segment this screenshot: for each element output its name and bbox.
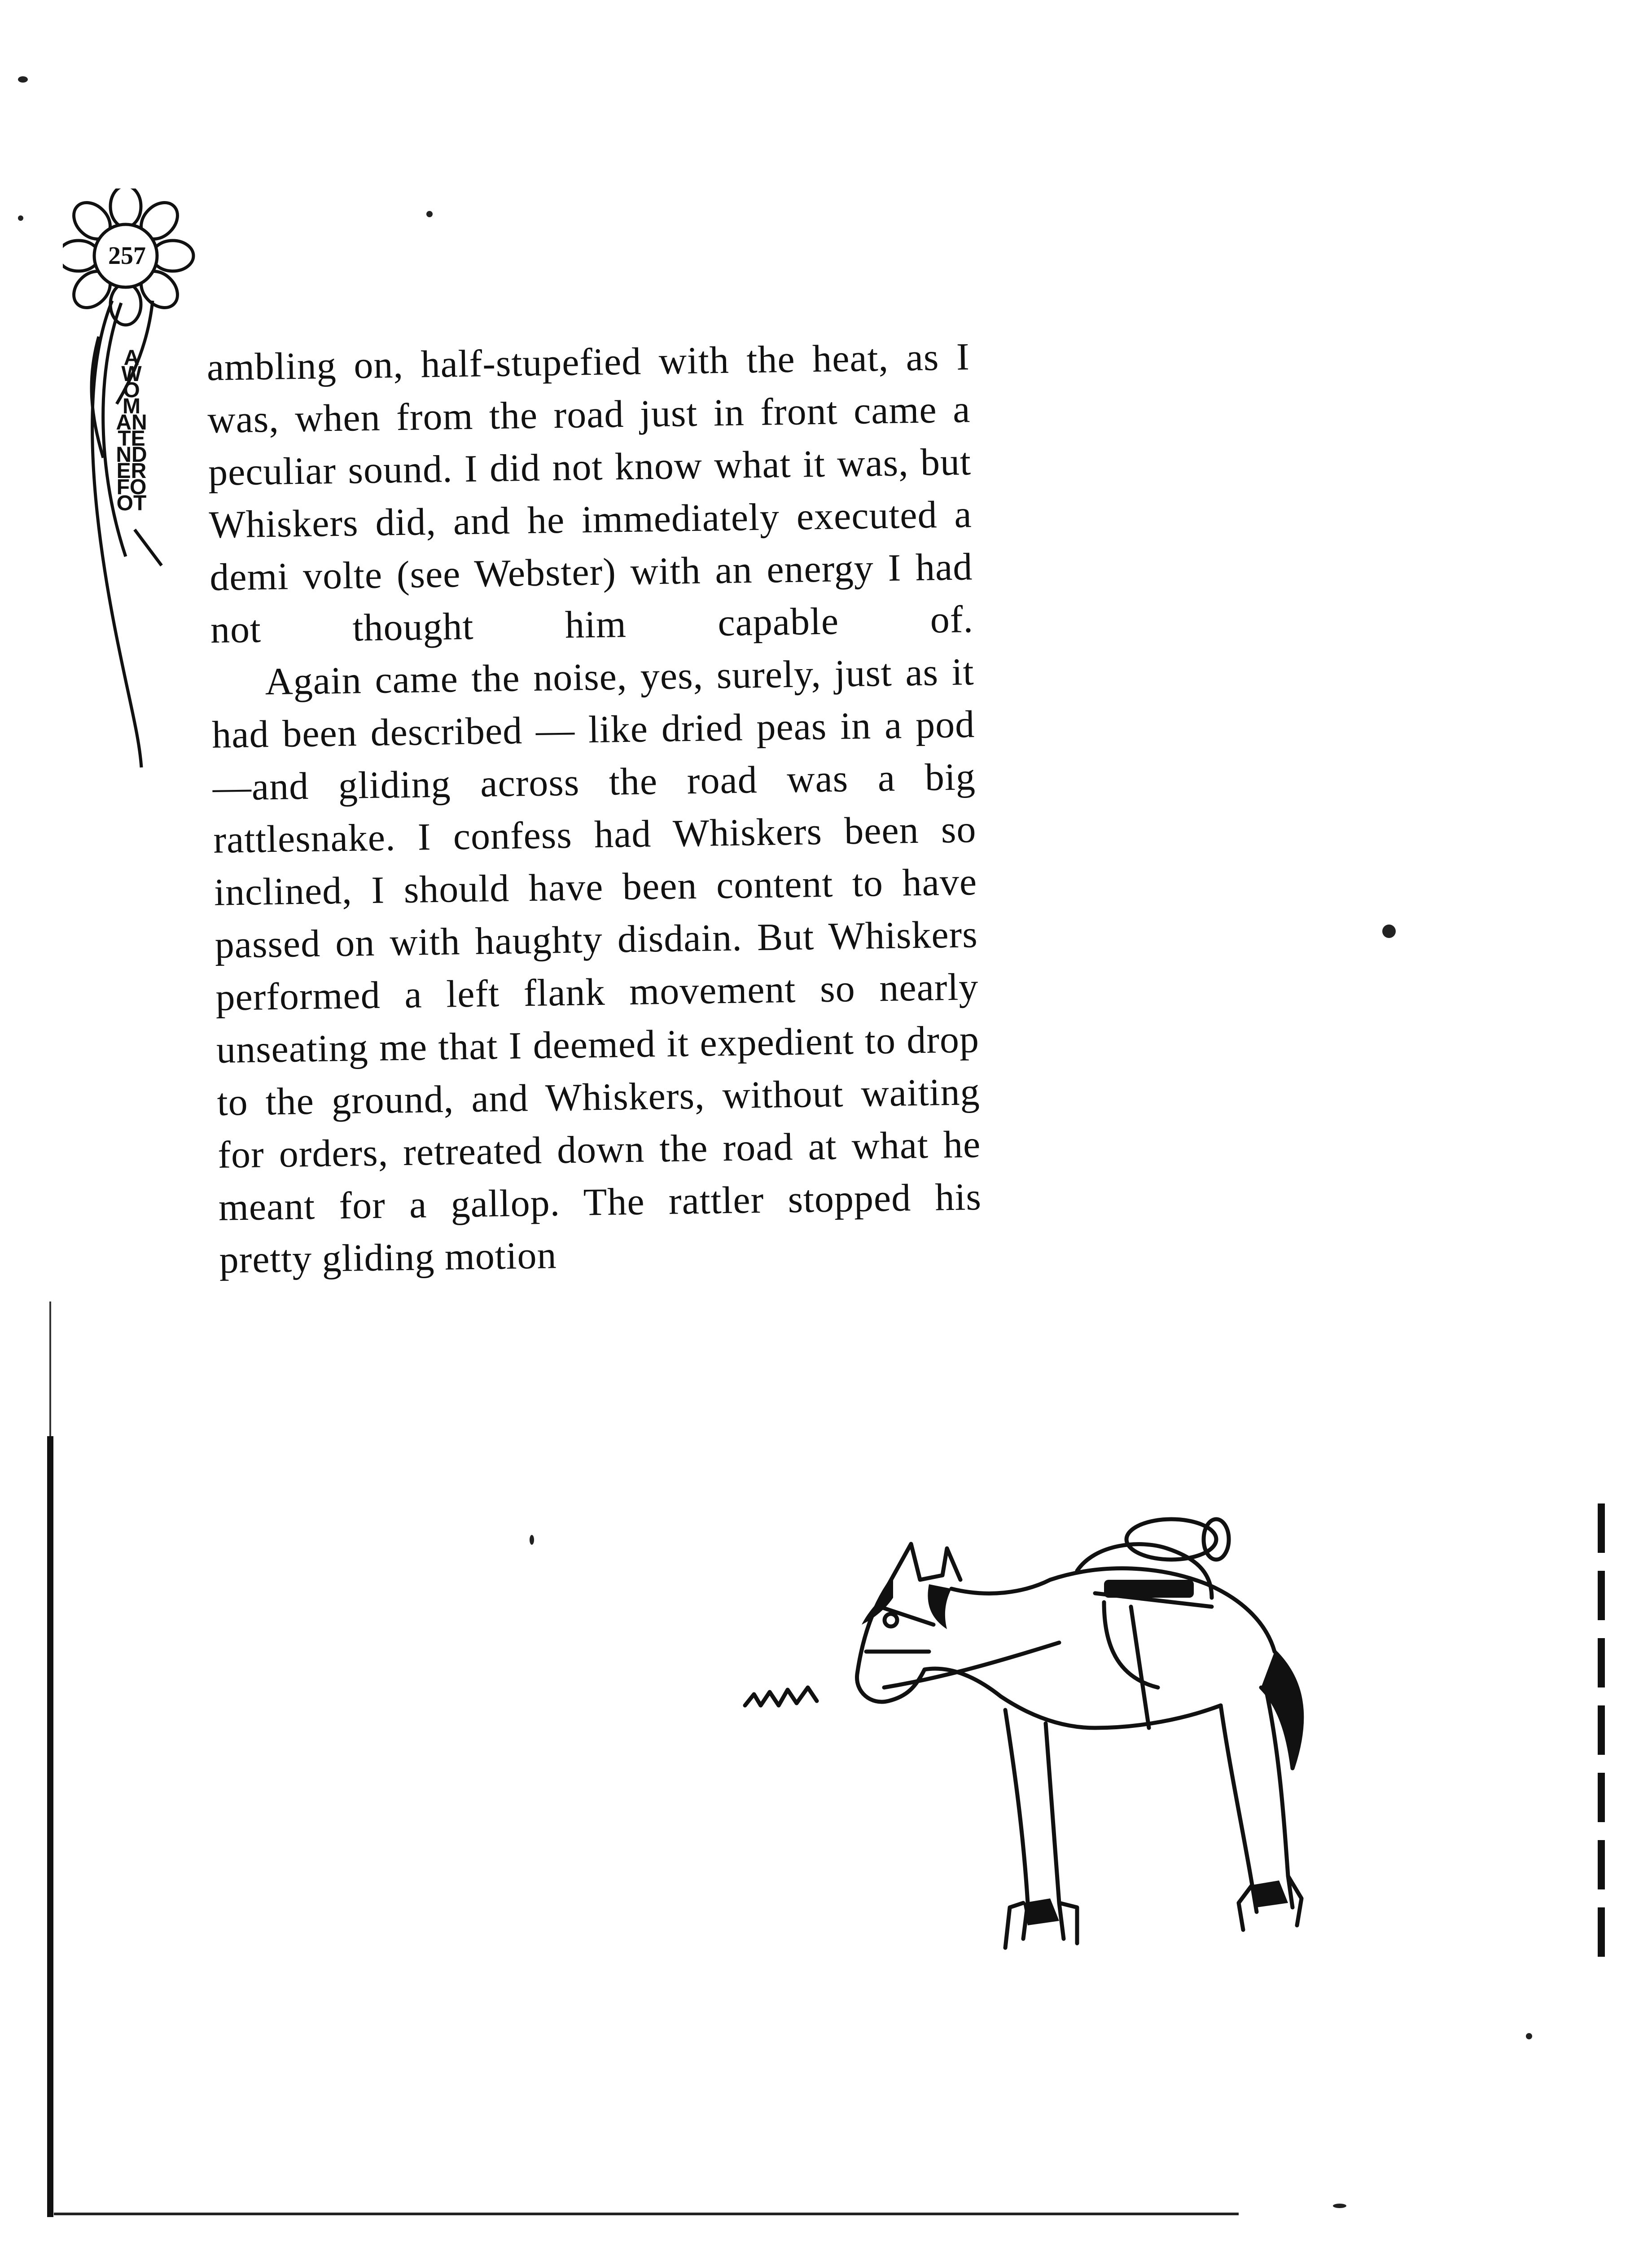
page-number: 257 bbox=[108, 242, 146, 270]
paragraph: Again came the noise, yes, surely, just as it had been described — like dried peas in a pod—and gliding across the road was a big rattlesnake. I confess had Whiskers been so inclined, I should have been content to have passed on with haughty disdain. But Whiskers performed a left flank movement so nearly unseating me that I deemed it expedient to drop to the ground, and Whiskers, without waiting for orders, retreated down the road at what he meant for a gallop. The rattler stopped his pretty gliding motion bbox=[211, 650, 982, 1281]
scan-edge-left bbox=[47, 1436, 53, 2217]
page-ornament bbox=[63, 188, 215, 772]
scan-edge-left-thin bbox=[49, 1302, 51, 1436]
running-head: A WOMAN TENDERFOOT bbox=[116, 346, 147, 515]
scan-edge-bottom bbox=[54, 2213, 1239, 2215]
saddled-horse-illustration bbox=[736, 1517, 1409, 1988]
paragraph: ambling on, half-stupefied with the heat, as I was, when from the road just in front came a peculiar sound. I did not know what it was, but Whiskers did, and he immediately executed a demi volte (see Webster) with an energy I had not thought him capable of. bbox=[206, 335, 974, 651]
scan-edge-right bbox=[1598, 1503, 1605, 1961]
body-text bbox=[206, 330, 982, 1286]
